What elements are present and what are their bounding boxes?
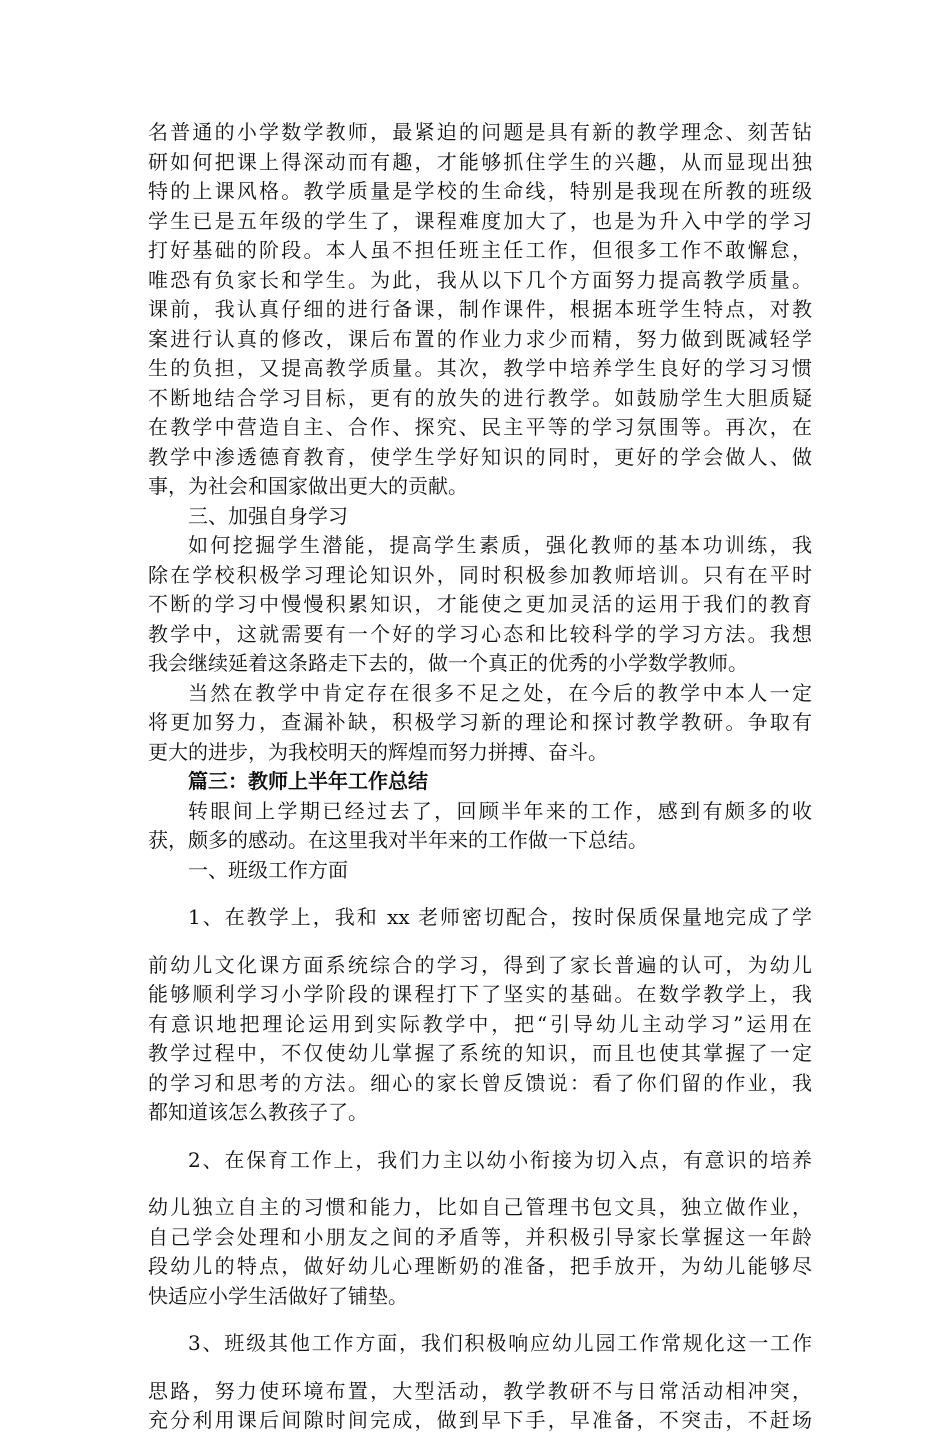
text-line: 能够顺利学习小学阶段的课程打下了坚实的基础。在数学教学上，我 bbox=[148, 982, 812, 1006]
text-line: 快适应小学生活做好了铺垫。 bbox=[148, 1283, 408, 1308]
text-line: 不断的学习中慢慢积累知识，才能使之更加灵活的运用于我们的教育 bbox=[148, 592, 812, 616]
text-line: 研如何把课上得深动而有趣，才能够抓住学生的兴趣，从而显现出独 bbox=[148, 149, 812, 174]
text-line: 不断地结合学习目标，更有的放失的进行教学。如鼓励学生大胆质疑 bbox=[148, 385, 812, 410]
text-line: 充分利用课后间隙时间完成，做到早下手，早准备，不突击，不赶场 bbox=[148, 1408, 812, 1432]
text-line: 在教学中营造自主、合作、探究、民主平等的学习氛围等。再次，在 bbox=[148, 415, 812, 439]
text-line: 教学中渗透德育教育，使学生学好知识的同时，更好的学会做人、做 bbox=[148, 444, 812, 469]
text-line: 都知道该怎么教孩子了。 bbox=[148, 1100, 368, 1124]
text-line: 三、加强自身学习 bbox=[188, 503, 348, 528]
text-line: 的学习和思考的方法。细心的家长曾反馈说：看了你们留的作业，我 bbox=[148, 1070, 812, 1095]
text-line: 将更加努力，查漏补缺，积极学习新的理论和探讨教学教研。争取有 bbox=[148, 710, 812, 734]
text-line: 当然在教学中肯定存在很多不足之处，在今后的教学中本人一定 bbox=[188, 680, 812, 705]
document-body bbox=[148, 118, 812, 1436]
text-line: 幼儿独立自主的习惯和能力，比如自己管理书包文具，独立做作业， bbox=[148, 1195, 812, 1219]
text-line: 获，颇多的感动。在这里我对半年来的工作做一下总结。 bbox=[148, 828, 648, 852]
text-line: 2、在保育工作上，我们力主以幼小衔接为切入点，有意识的培养 bbox=[188, 1147, 812, 1172]
text-line: 转眼间上学期已经过去了，回顾半年来的工作，感到有颇多的收 bbox=[188, 798, 812, 823]
text-line: 段幼儿的特点，做好幼儿心理断奶的准备，把手放开，为幼儿能够尽 bbox=[148, 1254, 812, 1278]
text-line: 思路，努力使环境布置，大型活动，教学教研不与日常活动相冲突， bbox=[148, 1378, 812, 1403]
text-line: 3、班级其他工作方面，我们积极响应幼儿园工作常规化这一工作 bbox=[188, 1331, 812, 1355]
text-line: 案进行认真的修改，课后布置的作业力求少而精，努力做到既减轻学 bbox=[148, 326, 812, 351]
text-line: 教学中，这就需要有一个好的学习心态和比较科学的学习方法。我想 bbox=[148, 621, 812, 646]
text-line: 更大的进步，为我校明天的辉煌而努力拼搏、奋斗。 bbox=[148, 739, 608, 764]
text-line: 打好基础的阶段。本人虽不担任班主任工作，但很多工作不敢懈怠， bbox=[148, 238, 812, 262]
text-line: 生的负担，又提高教学质量。其次，教学中培养学生良好的学习习惯 bbox=[148, 356, 812, 380]
text-line: 学生已是五年级的学生了，课程难度加大了，也是为升入中学的学习 bbox=[148, 208, 812, 233]
text-line: 特的上课风格。教学质量是学校的生命线，特别是我现在所教的班级 bbox=[148, 179, 812, 203]
text-line: 事，为社会和国家做出更大的贡献。 bbox=[148, 474, 468, 498]
text-line: 前幼儿文化课方面系统综合的学习，得到了家长普遍的认可，为幼儿 bbox=[148, 952, 812, 977]
text-line: 篇三：教师上半年工作总结 bbox=[188, 769, 428, 793]
text-line: 教学过程中，不仅使幼儿掌握了系统的知识，而且也使其掌握了一定 bbox=[148, 1041, 812, 1065]
text-line: 如何挖掘学生潜能，提高学生素质，强化教师的基本功训练，我 bbox=[188, 533, 812, 557]
text-line: 唯恐有负家长和学生。为此，我从以下几个方面努力提高教学质量。 bbox=[148, 267, 812, 292]
text-line: 1、在教学上，我和 xx 老师密切配合，按时保质保量地完成了学 bbox=[188, 905, 812, 929]
text-line: 有意识地把理论运用到实际教学中，把“引导幼儿主动学习”运用在 bbox=[148, 1011, 812, 1036]
text-line: 课前，我认真仔细的进行备课，制作课件，根据本班学生特点，对教 bbox=[148, 297, 812, 321]
text-line: 名普通的小学数学教师，最紧迫的问题是具有新的教学理念、刻苦钻 bbox=[148, 120, 812, 144]
text-line: 自己学会处理和小朋友之间的矛盾等，并积极引导家长掌握这一年龄 bbox=[148, 1224, 812, 1249]
text-line: 除在学校积极学习理论知识外，同时积极参加教师培训。只有在平时 bbox=[148, 562, 812, 587]
text-line: 一、班级工作方面 bbox=[188, 857, 348, 882]
text-line: 我会继续延着这条路走下去的，做一个真正的优秀的小学数学教师。 bbox=[148, 651, 748, 675]
